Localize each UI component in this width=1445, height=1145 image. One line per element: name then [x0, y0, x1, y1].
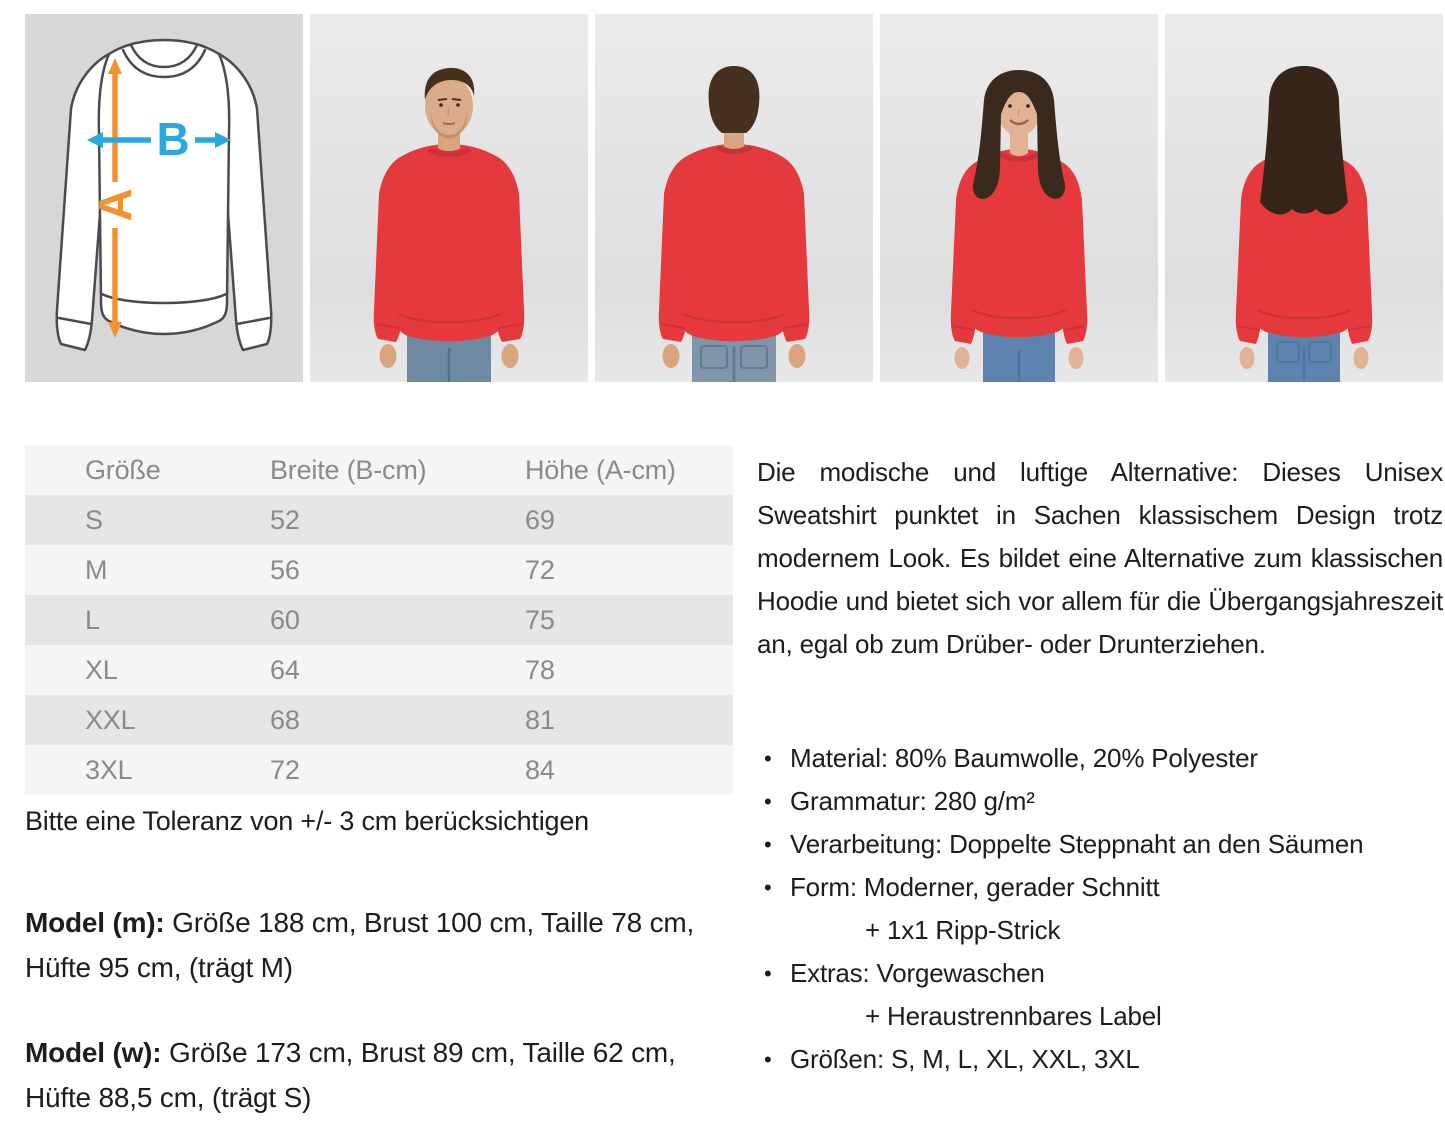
cell-height: 69: [525, 505, 555, 535]
list-item: [757, 737, 1443, 780]
bullet-icon: •: [764, 875, 772, 900]
feature-text: Form: Moderner, gerader Schnitt: [790, 872, 1160, 902]
bullet-icon: •: [764, 961, 772, 986]
bullet-icon: •: [764, 746, 772, 771]
cell-height: 72: [525, 555, 555, 585]
cell-height: 81: [525, 705, 555, 735]
list-item: [757, 780, 1443, 823]
cell-width: 52: [270, 505, 300, 535]
male-model-back-illustration: [595, 14, 873, 382]
tolerance-note: Bitte eine Toleranz von +/- 3 cm berücksichtigen: [25, 806, 589, 836]
model-m-text: Größe 188 cm, Brust 100 cm, Taille 78 cm, Hüfte 95 cm, (trägt M): [25, 907, 695, 983]
feature-text: Grammatur: 280 g/m²: [790, 786, 1035, 816]
feature-continuation: + 1x1 Ripp-Strick: [865, 915, 1061, 945]
cell-size: XL: [85, 655, 118, 685]
cell-width: 56: [270, 555, 300, 585]
male-model-front-illustration: [310, 14, 588, 382]
list-item: [757, 823, 1443, 866]
model-w-label: Model (w):: [25, 1037, 162, 1068]
photo-female-model-front: [880, 14, 1158, 382]
product-description: Die modische und luftige Alternative: Dieses Unisex Sweatshirt punktet in Sachen klassischem Design trotz modernem Look. Es bildet eine Alternative zum klassischen Hoodie und bietet sich vor allem für die Übergangsjahreszeit an, egal ob zum Drüber- oder Drunterziehen.: [757, 457, 1443, 659]
table-row: [25, 595, 733, 645]
cell-width: 72: [270, 755, 300, 785]
product-feature-list: [757, 737, 1443, 1081]
cell-height: 75: [525, 605, 555, 635]
photo-female-model-back: [1165, 14, 1443, 382]
list-item: [757, 952, 1443, 995]
column-header-height: Höhe (A-cm): [525, 455, 676, 485]
column-header-size: Größe: [85, 455, 161, 485]
cell-size: M: [85, 555, 108, 585]
table-row: [25, 545, 733, 595]
female-model-back-illustration: [1165, 14, 1443, 382]
feature-text: Größen: S, M, L, XL, XXL, 3XL: [790, 1044, 1140, 1074]
width-label: B: [156, 113, 190, 165]
table-row: [25, 645, 733, 695]
height-label: A: [89, 188, 141, 222]
cell-size: 3XL: [85, 755, 133, 785]
table-row: [25, 695, 733, 745]
cell-width: 68: [270, 705, 300, 735]
photo-male-model-back: [595, 14, 873, 382]
feature-text: Verarbeitung: Doppelte Steppnaht an den Säumen: [790, 829, 1364, 859]
model-w-info: [25, 1030, 737, 1120]
bullet-icon: •: [764, 789, 772, 814]
model-m-info: [25, 900, 737, 990]
feature-continuation: + Heraustrennbares Label: [865, 1001, 1162, 1031]
size-table: [25, 445, 733, 795]
cell-height: 84: [525, 755, 555, 785]
feature-text: Extras: Vorgewaschen: [790, 958, 1045, 988]
model-m-label: Model (m):: [25, 907, 165, 938]
model-w-text: Größe 173 cm, Brust 89 cm, Taille 62 cm, Hüfte 88,5 cm, (trägt S): [25, 1037, 676, 1113]
list-item: [757, 1038, 1443, 1081]
table-row: [25, 495, 733, 545]
sweatshirt-outline-drawing: [25, 14, 303, 382]
list-item: [757, 866, 1443, 909]
column-header-width: Breite (B-cm): [270, 455, 427, 485]
feature-text: Material: 80% Baumwolle, 20% Polyester: [790, 743, 1258, 773]
table-row: [25, 745, 733, 795]
bullet-icon: •: [764, 1047, 772, 1072]
bullet-icon: •: [764, 832, 772, 857]
cell-width: 64: [270, 655, 300, 685]
cell-height: 78: [525, 655, 555, 685]
female-model-front-illustration: [880, 14, 1158, 382]
cell-size: XXL: [85, 705, 136, 735]
cell-size: L: [85, 605, 100, 635]
size-measurement-diagram: [25, 14, 303, 382]
cell-size: S: [85, 505, 103, 535]
photo-male-model-front: [310, 14, 588, 382]
cell-width: 60: [270, 605, 300, 635]
size-table-header-row: [25, 445, 733, 495]
